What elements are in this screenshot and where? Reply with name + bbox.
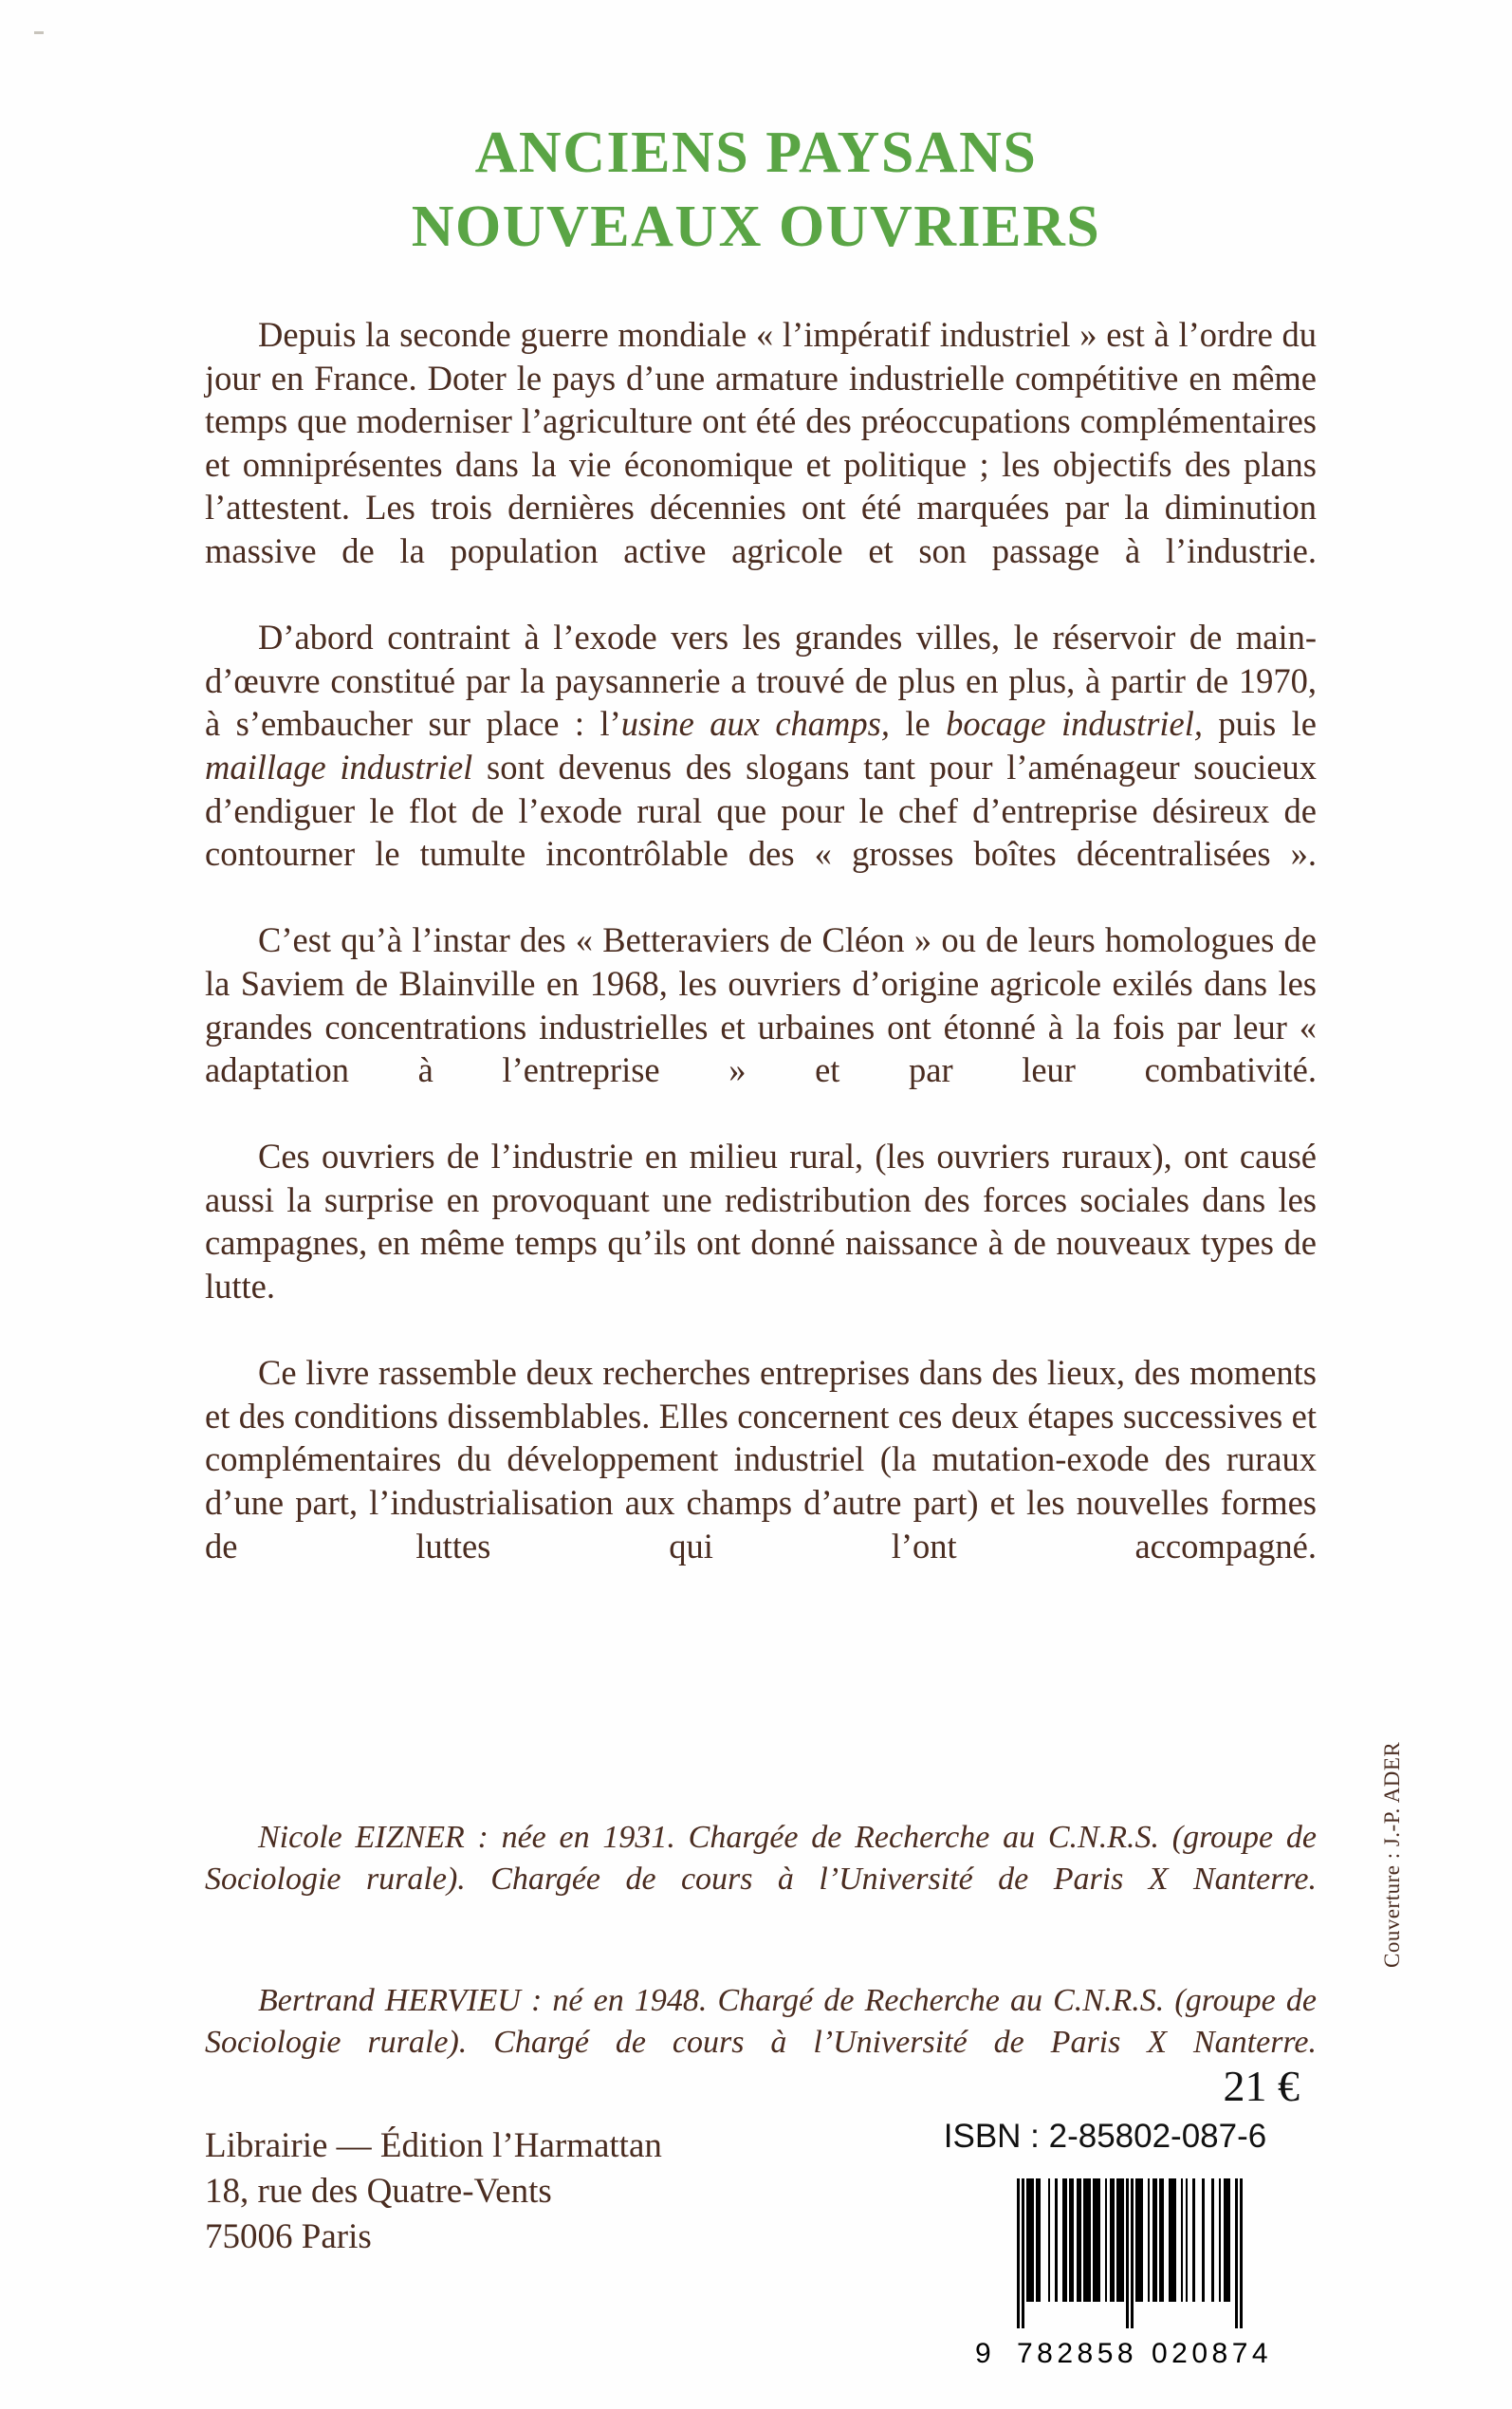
blurb-p1-text: Depuis la seconde guerre mondiale « l’impératif industriel » est à l’ordre du jour en France. Doter le pays d’une armature industrielle compétitive en même temps que moderniser l’agriculture ont été des préoccupations complémentaires et omniprésentes dans la vie économique et politique ; les objectifs des plans l’attestent. Les trois dernières décennies ont été marquées par la diminution massive de la population active agricole et son passage à l’industrie. — [205, 315, 1317, 570]
title-line-2: NOUVEAUX OUVRIERS — [411, 195, 1101, 259]
author-bio-hervieu: Bertrand HERVIEU : né en 1948. Chargé de Recherche au C.N.R.S. (groupe de Sociologie rurale). Chargé de cours à l’Université de Paris X Nanterre. — [205, 1983, 1317, 2060]
scan-artifact — [34, 31, 44, 34]
blurb-p2-text-c: puis le — [1203, 704, 1318, 744]
blurb-p2-text-a: D’abord contraint à l’exode vers les grandes villes, le réservoir de main-d’œuvre constitué par la paysannerie a trouvé de plus en plus, à partir de 1970, à s’embaucher sur place : l’ — [205, 618, 1317, 744]
blurb-paragraph-4 — [205, 1135, 1317, 1351]
price-label: 21 € — [1223, 2062, 1300, 2110]
term-bocage-industriel: bocage industriel, — [946, 704, 1203, 744]
barcode-left-digits: 782858 — [1017, 2338, 1138, 2369]
blurb-paragraph-1 — [205, 313, 1317, 616]
blurb-p2-text-d: sont devenus des slogans tant pour l’aménageur soucieux d’endiguer le flot de l’exode rural que pour le chef d’entreprise désireux de contourner le tumulte incontrôlable des « grosses boîtes décentralisées ». — [205, 747, 1318, 874]
term-maillage-industriel: maillage industriel — [205, 747, 473, 787]
term-usine-aux-champs: usine aux champs, — [620, 704, 890, 744]
barcode-lead-digit: 9 — [975, 2338, 992, 2369]
publisher-imprint — [205, 2123, 662, 2260]
publisher-street: 18, rue des Quatre-Vents — [205, 2172, 552, 2211]
publisher-name: Librairie — Édition l’Harmattan — [205, 2126, 662, 2165]
cover-credit: Couverture : J.-P. ADER — [1380, 1741, 1404, 1968]
ean13-barcode — [975, 2178, 1281, 2378]
blurb-p5-text: Ce livre rassemble deux recherches entreprises dans des lieux, des moments et des conditions dissemblables. Elles concernent ces deux étapes successives et complémentaires du développement industriel (la mutation-exode des ruraux d’une part, l’industrialisation aux champs d’autre part) et les nouvelles formes de luttes qui l’ont accompagné. — [205, 1353, 1317, 1566]
blurb-p2-text-b: le — [889, 704, 947, 744]
page-title — [0, 116, 1512, 264]
barcode-right-digits: 020874 — [1152, 2338, 1273, 2369]
barcode-digits — [975, 2332, 1281, 2370]
publisher-city: 75006 Paris — [205, 2217, 372, 2256]
barcode-bars — [975, 2178, 1322, 2328]
isbn-label: ISBN : 2-85802-087-6 — [943, 2118, 1267, 2155]
blurb-p3-text: C’est qu’à l’instar des « Betteraviers de Cléon » ou de leurs homologues de la Saviem de Blainville en 1968, les ouvriers d’origine agricole exilés dans les grandes concentrations industrielles et urbaines ont étonné à la fois par leur « adaptation à l’entreprise » et par leur combativité. — [205, 920, 1317, 1090]
title-line-1: ANCIENS PAYSANS — [474, 120, 1038, 185]
blurb-text — [205, 313, 1317, 1611]
blurb-paragraph-2 — [205, 616, 1317, 918]
blurb-p4-text: Ces ouvriers de l’industrie en milieu rural, (les ouvriers ruraux), ont causé aussi la surprise en provoquant une redistribution des forces sociales dans les campagnes, en même temps qu’ils ont donné naissance à de nouveaux types de lutte. — [205, 1137, 1317, 1306]
author-bio-eizner: Nicole EIZNER : née en 1931. Chargée de Recherche au C.N.R.S. (groupe de Sociologie rurale). Chargée de cours à l’Université de Paris X Nanterre. — [205, 1820, 1317, 1897]
blurb-paragraph-5 — [205, 1351, 1317, 1611]
blurb-paragraph-3 — [205, 918, 1317, 1135]
